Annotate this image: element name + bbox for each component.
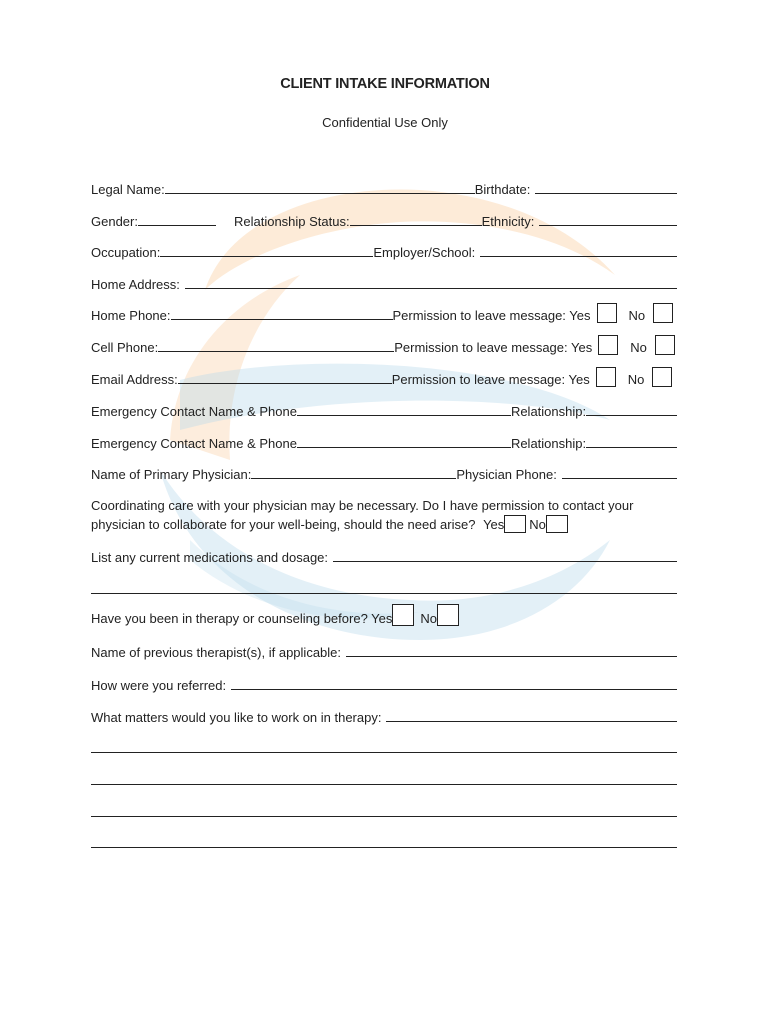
ethnicity-label: Ethnicity: [481,214,535,229]
emergency-contact-field-2[interactable] [297,447,511,448]
previous-therapist-field[interactable] [346,656,677,657]
cell-phone-label: Cell Phone: [91,340,159,355]
employer-label: Employer/School: [373,245,476,260]
legal-name-field[interactable] [165,193,475,194]
coordinating-yes-checkbox[interactable] [504,515,526,533]
matters-field-line-5[interactable] [91,847,677,848]
employer-field[interactable] [480,256,677,257]
home-phone-permission-label: Permission to leave message: Yes [392,308,591,323]
home-phone-field[interactable] [171,319,393,320]
row-home-address [91,272,677,292]
relationship-field[interactable] [586,415,677,416]
emergency-contact-label-2: Emergency Contact Name & Phone [91,436,297,451]
row-therapy-before [91,606,677,626]
home-phone-no-checkbox[interactable] [653,303,673,323]
therapy-no-checkbox[interactable] [437,604,459,626]
legal-name-label: Legal Name: [91,182,165,197]
emergency-contact-field[interactable] [297,415,511,416]
physician-phone-label: Physician Phone: [456,467,557,482]
coordinating-line-1: Coordinating care with your physician may be necessary. Do I have permission to contact your [91,498,634,513]
relationship-status-label: Relationship Status: [233,214,350,229]
matters-field-line-3[interactable] [91,784,677,785]
cell-phone-yes-checkbox[interactable] [598,335,618,355]
home-phone-yes-checkbox[interactable] [597,303,617,323]
row-medications [91,545,677,565]
cell-phone-no-checkbox[interactable] [655,335,675,355]
therapy-before-label: Have you been in therapy or counseling before? Yes [91,611,393,626]
coordinating-yes-label: Yes [483,517,505,532]
referred-label: How were you referred: [91,678,227,693]
cell-phone-field[interactable] [158,351,394,352]
row-occupation [91,240,677,260]
email-no-label: No [627,372,645,387]
email-yes-checkbox[interactable] [596,367,616,387]
coordinating-care-paragraph [91,497,691,534]
row-previous-therapist [91,640,677,660]
referred-field[interactable] [231,689,677,690]
gender-field[interactable] [138,225,216,226]
physician-phone-field[interactable] [562,478,677,479]
row-gender [91,209,677,229]
occupation-field[interactable] [160,256,373,257]
relationship-status-field[interactable] [350,225,482,226]
row-emergency-1 [91,399,677,419]
email-field[interactable] [178,383,392,384]
row-home-phone [91,303,677,323]
primary-physician-field[interactable] [251,478,456,479]
row-cell-phone [91,335,677,355]
email-no-checkbox[interactable] [652,367,672,387]
gender-label: Gender: [91,214,138,229]
home-address-label: Home Address: [91,277,180,292]
matters-field-line-2[interactable] [91,752,677,753]
cell-phone-permission-label: Permission to leave message: Yes [394,340,593,355]
matters-field[interactable] [386,721,677,722]
therapy-no-label: No [420,611,438,626]
row-referred [91,673,677,693]
medications-label: List any current medications and dosage: [91,550,329,565]
home-address-field[interactable] [185,288,677,289]
relationship-field-2[interactable] [586,447,677,448]
row-email [91,367,677,387]
matters-label: What matters would you like to work on in therapy: [91,710,382,725]
birthdate-label: Birthdate: [474,182,531,197]
row-emergency-2 [91,431,677,451]
coordinating-no-checkbox[interactable] [546,515,568,533]
email-permission-label: Permission to leave message: Yes [391,372,590,387]
coordinating-line-2: physician to collaborate for your well-being, should the need arise? [91,517,476,532]
row-physician [91,462,677,482]
relationship-label-2: Relationship: [510,436,587,451]
home-phone-label: Home Phone: [91,308,171,323]
home-phone-no-label: No [628,308,646,323]
cell-phone-no-label: No [630,340,647,355]
ethnicity-field[interactable] [539,225,677,226]
occupation-label: Occupation: [91,245,161,260]
therapy-yes-checkbox[interactable] [392,604,414,626]
birthdate-field[interactable] [535,193,677,194]
medications-field[interactable] [333,561,677,562]
form-title: CLIENT INTAKE INFORMATION [280,76,490,92]
previous-therapist-label: Name of previous therapist(s), if applicable: [91,645,342,660]
matters-field-line-4[interactable] [91,816,677,817]
primary-physician-label: Name of Primary Physician: [91,467,252,482]
row-legal-name [91,177,677,197]
form-subtitle: Confidential Use Only [322,115,448,130]
coordinating-no-label: No [529,517,546,532]
relationship-label: Relationship: [510,404,587,419]
row-matters [91,705,677,725]
medications-field-line-2[interactable] [91,593,677,594]
email-label: Email Address: [91,372,178,387]
emergency-contact-label: Emergency Contact Name & Phone [91,404,297,419]
